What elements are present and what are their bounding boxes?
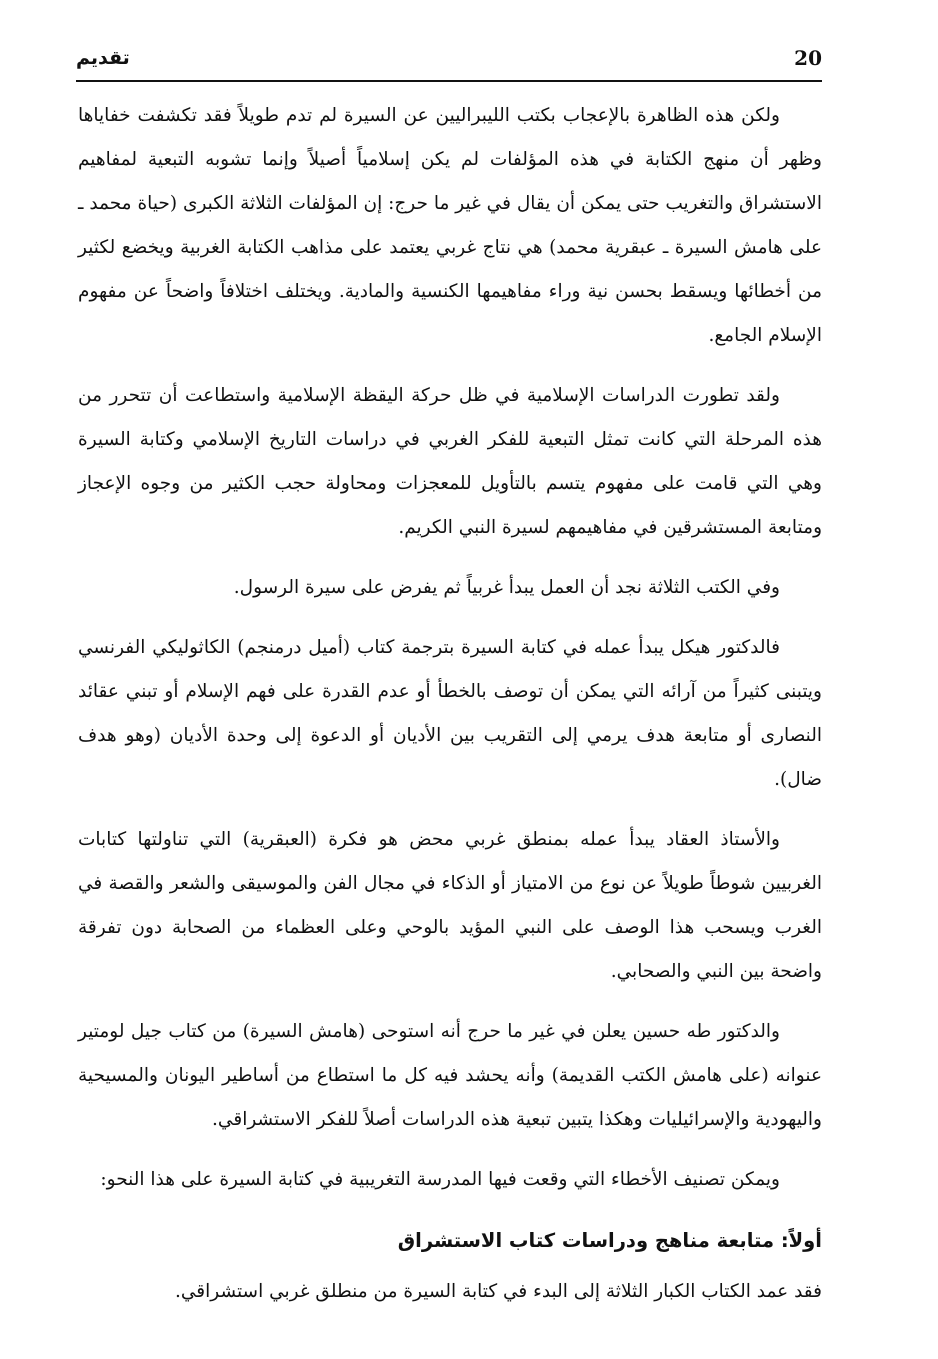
paragraph-7: ويمكن تصنيف الأخطاء التي وقعت فيها المدرسة التغريبية في كتابة السيرة على هذا النحو:	[100, 1169, 780, 1190]
paragraph-2: ولقد تطورت الدراسات الإسلامية في ظل حركة اليقظة الإسلامية واستطاعت أن تتحرر من هذه المرحلة التي كانت تمثل التبعية للفكر الغربي في دراسات التاريخ الإسلامي وكتابة السيرة وهي التي قامت على مفهوم يتسم بالتأويل للمعجزات ومحاولة حجب الكثير من وجوه الإعجاز ومتابعة المستشرقين في مفاهيمهم لسيرة النبي الكريم.	[78, 385, 822, 538]
paragraph-6: والدكتور طه حسين يعلن في غير ما حرج أنه استوحى (هامش السيرة) من كتاب جيل لومتير عنوانه (على هامش الكتب القديمة) وأنه يحشد فيه كل ما استطاع من أساطير اليونان والمسيحية واليهودية والإسرائيليات وهكذا يتبين تبعية هذه الدراسات أصلاً للفكر الاستشراقي.	[78, 1021, 822, 1130]
paragraph-1: ولكن هذه الظاهرة بالإعجاب بكتب الليبراليين عن السيرة لم تدم طويلاً فقد تكشفت خفاياها وظهر أن منهج الكتابة في هذه المؤلفات لم يكن إسلامياً أصيلاً وإنما تشوبه التبعية لمفاهيم الاستشراق والتغريب حتى يمكن أن يقال في غير ما حرج: إن المؤلفات الثلاثة الكبرى (حياة محمد ـ على هامش السيرة ـ عبقرية محمد) هي نتاج غربي يعتمد على مذاهب الكتابة الغربية ويخضع لكثير من أخطائها ويسقط بحسن نية وراء مفاهيمها الكنسية والمادية. ويختلف اختلافاً واضحاً عن مفهوم الإسلام الجامع.	[78, 105, 822, 346]
paragraph-5: والأستاذ العقاد يبدأ عمله بمنطق غربي محض هو فكرة (العبقرية) التي تناولتها كتابات الغربيين شوطاً طويلاً عن نوع من الامتياز أو الذكاء في مجال الفن والموسيقى والشعر والقصة في الغرب ويسحب هذا الوصف على النبي المؤيد بالوحي وعلى العظماء من الصحابة دون تفرقة واضحة بين النبي والصحابي.	[78, 829, 822, 982]
paragraph-4: فالدكتور هيكل يبدأ عمله في كتابة السيرة بترجمة كتاب (أميل درمنجم) الكاثوليكي الفرنسي ويتبنى كثيراً من آرائه التي يمكن أن توصف بالخطأ أو عدم القدرة على فهم الإسلام أو تبني عقائد النصارى أو متابعة هدف يرمي إلى التقريب بين الأديان أو الدعوة إلى وحدة الأديان (وهو هدف ضال).	[78, 637, 822, 790]
page-body	[78, 94, 822, 1330]
page-header	[76, 38, 822, 82]
running-title: تقديم	[76, 47, 130, 69]
section-heading: أولاً: متابعة مناهج ودراسات كتاب الاستشراق	[397, 1229, 822, 1252]
page-number: 20	[794, 46, 822, 70]
paragraph-3: وفي الكتب الثلاثة نجد أن العمل يبدأ غربياً ثم يفرض على سيرة الرسول.	[233, 577, 780, 598]
final-paragraph: فقد عمد الكتاب الكبار الثلاثة إلى البدء في كتابة السيرة من منطلق غربي استشراقي.	[174, 1281, 822, 1302]
